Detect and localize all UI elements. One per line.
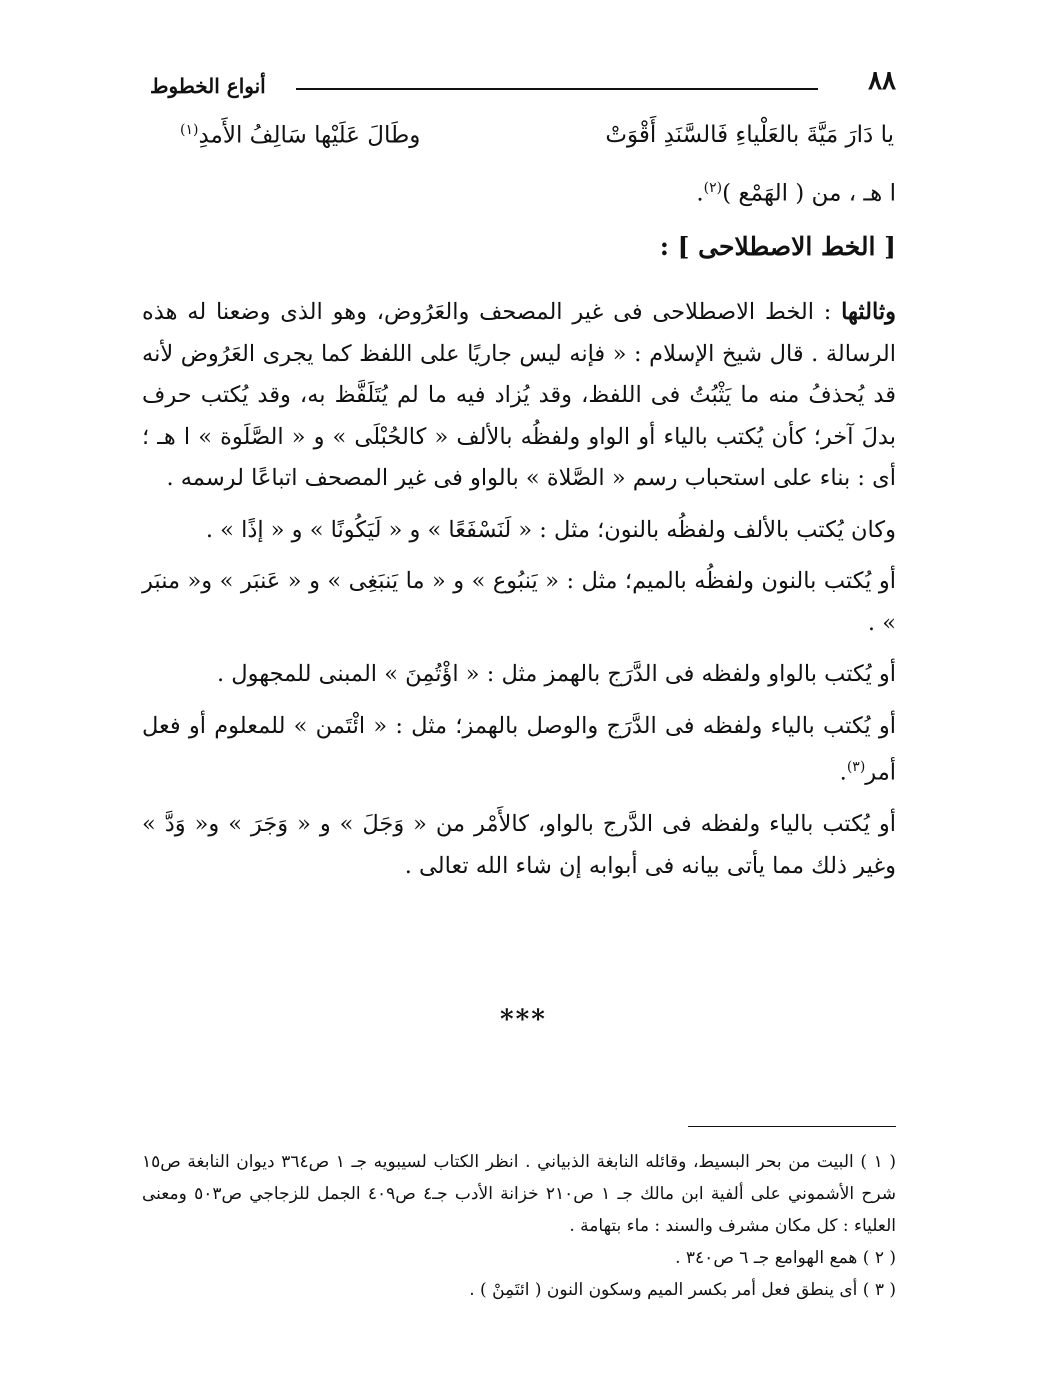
verse-second-hemistich — [180, 122, 420, 149]
page-number: ٨٨ — [868, 66, 896, 96]
paragraph-1-text: : الخط الاصطلاحى فى غير المصحف والعَرُوض، وهو الذى وضعنا له هذه الرسالة . قال شيخ الإسلام : « فإنه ليس جاريًا على اللفظ كما يجرى العَرُوض لأنه قد يُحذفُ منه ما يَثْبُتُ فى اللفظ، وقد يُزاد فيه ما لم يُتَلَفَّظ به، وقد يُكتب حرف بدلَ آخر؛ كأن يُكتب بالياء أو الواو ولفظُه بالألف « كالحُبْلَى » و « الصَّلَوة » ا هـ ؛ أى : بناء على استحباب رسم « الصَّلاة » بالواو فى غير المصحف اتباعًا لرسمه . — [142, 299, 896, 491]
footnotes — [142, 1146, 896, 1306]
footnote-ref-2: (٢) — [703, 180, 723, 196]
running-title: أنواع الخطوط — [150, 74, 266, 98]
verse-second-text: وطَالَ عَلَيْها سَالِفُ الأَمدِ — [198, 122, 421, 149]
footnote-2: ( ٢ ) همع الهوامع جـ ٦ ص٣٤٠ . — [675, 1248, 896, 1268]
footnote-3: ( ٣ ) أى ينطق فعل أمر بكسر الميم وسكون النون ( ائتَمِنْ ) . — [469, 1280, 896, 1300]
paragraph-6: أو يُكتب بالياء ولفظه فى الدَّرج بالواو، كالأَمْر من « وَجَلَ » و « وَجَرَ » و« وَدَّ » وغير ذلك مما يأتى بيانه فى أبوابه إن شاء الله تعالى . — [142, 811, 896, 879]
verse-first-hemistich — [605, 122, 894, 148]
header-rule — [296, 88, 818, 90]
section-heading: [ الخط الاصطلاحى ] : — [659, 232, 896, 261]
footnote-ref-1: (١) — [180, 122, 199, 138]
paragraph-3: أو يُكتب بالنون ولفظُه بالميم؛ مثل : « يَنبُوع » و « ما يَنبَغِى » و « عَنبَر » و« منبَر » . — [142, 568, 896, 636]
paragraph-4: أو يُكتب بالواو ولفظه فى الدَّرَج بالهمز مثل : « اؤْتُمِنَ » المبنى للمجهول . — [216, 661, 896, 687]
footnote-ref-3: (٣) — [846, 759, 866, 775]
source-end: . — [696, 180, 704, 207]
source-text: ا هـ ، من ( الهَمْع ) — [722, 180, 896, 207]
paragraph-5-end: . — [839, 759, 847, 786]
paragraph-5-text: أو يُكتب بالياء ولفظه فى الدَّرَج والوصل بالهمز؛ مثل : « ائْتَمن » للمعلوم أو فعل أمر — [142, 712, 896, 786]
paragraph-5 — [142, 706, 896, 795]
footnote-rule — [688, 1126, 896, 1127]
section-separator: *** — [500, 1005, 547, 1035]
verse-first-text: يا دَارَ مَيَّةَ بالعَلْياءِ فَالسَّنَدِ أَقْوَتْ — [605, 122, 894, 148]
paragraph-1-lead: وثالثها — [841, 299, 897, 325]
footnote-1: ( ١ ) البيت من بحر البسيط، وقائله النابغة الذبياني . انظر الكتاب لسيبويه جـ ١ ص٣٦٤ ديوان النابغة ص١٥ شرح الأشموني على ألفية ابن مالك جـ ١ ص٢١٠ خزانة الأدب جـ٤ ص٤٠٩ الجمل للزجاجي ص٥٠٣ ومعنى العلياء : كل مكان مشرف والسند : ماء بتهامة . — [142, 1152, 896, 1236]
paragraph-1 — [142, 292, 896, 500]
body-text — [142, 292, 896, 887]
paragraph-2: وكان يُكتب بالألف ولفظُه بالنون؛ مثل : « لَنَسْفَعًا » و « لَيَكُونًا » و « إذًا » . — [205, 516, 896, 543]
source-line — [696, 180, 896, 207]
